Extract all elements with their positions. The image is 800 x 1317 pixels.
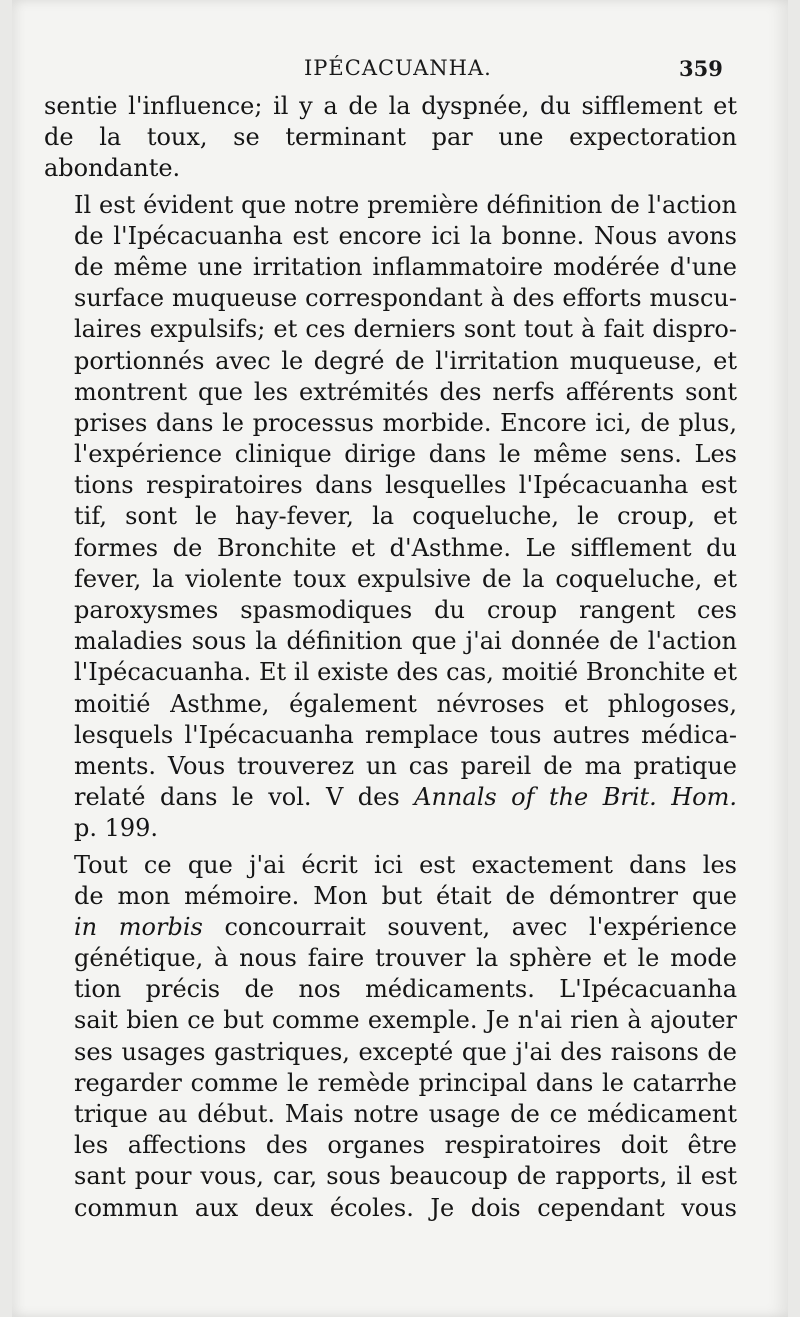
- page-header: [12, 56, 788, 90]
- text-line: prises dans le processus morbide. Encore ici, de plus,: [74, 408, 737, 437]
- text-line: [44, 912, 737, 943]
- text-line: tions respiratoires dans lesquelles l'Ipécacuanha est: [74, 471, 737, 500]
- book-page: [12, 0, 788, 1317]
- text-line: de la toux, se terminant par une expectoration: [44, 123, 737, 152]
- citation-prefix: relaté dans le vol. V des: [74, 783, 415, 812]
- text-line: Tout ce que j'ai écrit ici est exactement dans les: [74, 850, 737, 879]
- text-segment: de mon mémoire. Mon but était de démontrer que: [74, 881, 737, 910]
- text-line: l'expérience clinique dirige dans le même sens. Les: [74, 440, 737, 469]
- body-text: [44, 91, 737, 1224]
- text-line: les affections des organes respiratoires doit être: [74, 1131, 737, 1160]
- text-line: sentie l'influence; il y a de la dyspnée, du sifflement et: [44, 92, 737, 120]
- text-line: ses usages gastriques, excepté que j'ai des raisons de: [74, 1037, 737, 1066]
- text-line: [44, 881, 737, 912]
- text-line: tion précis de nos médicaments. L'Ipécacuanha: [74, 975, 737, 1004]
- text-line: moitié Asthme, également névroses et phlogoses,: [74, 689, 737, 718]
- text-line: lesquels l'Ipécacuanha remplace tous autres médica-: [74, 720, 737, 749]
- paragraph-1: [44, 91, 737, 185]
- text-line: surface muqueuse correspondant à des efforts muscu-: [74, 284, 737, 313]
- text-line: montrent que les extrémités des nerfs afférents sont: [74, 377, 737, 406]
- text-line: fever, la violente toux expulsive de la coqueluche, et: [74, 564, 737, 593]
- text-segment: concourrait souvent, avec l'expérience: [224, 912, 737, 941]
- text-line: maladies sous la définition que j'ai donnée de l'action: [74, 627, 737, 656]
- text-line: laires expulsifs; et ces derniers sont tout à fait dispro-: [74, 315, 737, 344]
- text-line: Il est évident que notre première définition de l'action: [74, 190, 737, 219]
- paragraph-2: [44, 190, 737, 845]
- latin-term: in morbis: [74, 912, 203, 941]
- running-head: IPÉCACUANHA.: [304, 56, 492, 80]
- text-line: tif, sont le hay-fever, la coqueluche, le croup, et: [74, 502, 737, 531]
- paragraph-3: [44, 850, 737, 1224]
- text-line: l'Ipécacuanha. Et il existe des cas, moitié Bronchite et: [74, 658, 737, 687]
- text-line: p. 199.: [74, 814, 159, 843]
- text-line: commun aux deux écoles. Je dois cependant vous: [74, 1193, 737, 1222]
- text-line: sant pour vous, car, sous beaucoup de rapports, il est: [74, 1162, 737, 1191]
- text-line: paroxysmes spasmodiques du croup rangent ces: [74, 596, 737, 624]
- text-line: regarder comme le remède principal dans le catarrhe: [74, 1068, 737, 1097]
- page-number: 359: [679, 56, 723, 81]
- text-line: ments. Vous trouverez un cas pareil de ma pratique: [74, 751, 737, 780]
- text-line: portionnés avec le degré de l'irritation muqueuse, et: [74, 346, 737, 375]
- text-line: de l'Ipécacuanha est encore ici la bonne. Nous avons: [74, 221, 737, 250]
- text-line: formes de Bronchite et d'Asthme. Le sifflement du: [74, 533, 737, 562]
- citation-line: [44, 782, 737, 813]
- text-line: de même une irritation inflammatoire modérée d'une: [74, 252, 737, 281]
- text-line: sait bien ce but comme exemple. Je n'ai rien à ajouter: [74, 1006, 737, 1035]
- text-line: trique au début. Mais notre usage de ce médicament: [74, 1100, 737, 1128]
- text-line: génétique, à nous faire trouver la sphère et le mode: [74, 944, 737, 973]
- journal-title: Annals of the Brit. Hom.: [414, 783, 737, 812]
- text-line: abondante.: [44, 154, 181, 183]
